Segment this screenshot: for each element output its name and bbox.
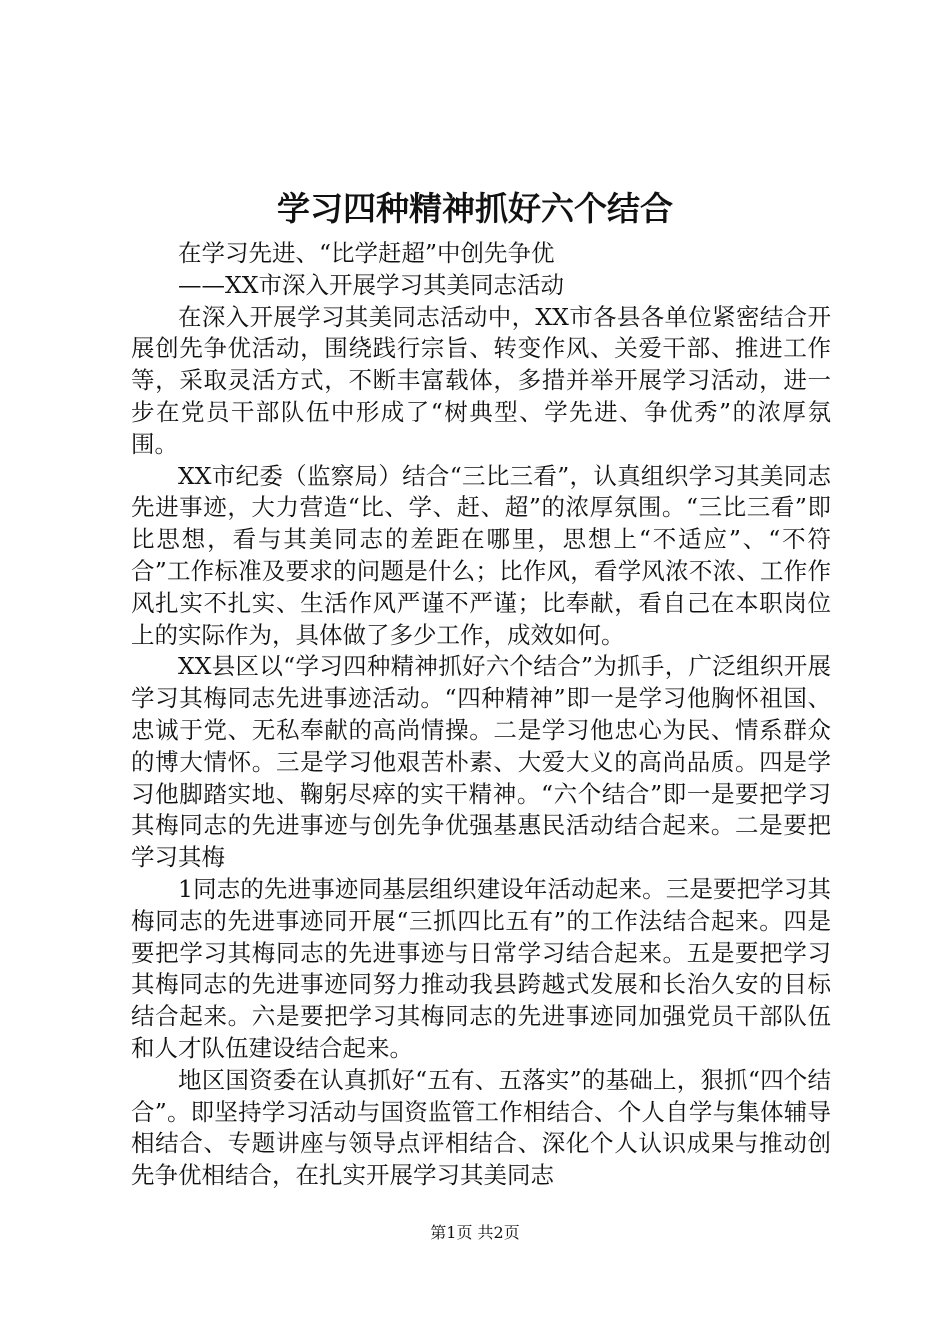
- page-footer: 第1页 共2页: [430, 1223, 520, 1242]
- document-body: [131, 238, 831, 1192]
- paragraph-3: XX县区以“学习四种精神抓好六个结合”为抓手，广泛组织开展学习其梅同志先进事迹活动。“四种精神”即一是学习他胸怀祖国、忠诚于党、无私奉献的高尚情操。二是学习他忠心为民、情系群众的博大情怀。三是学习他艰苦朴素、大爱大义的高尚品质。四是学习他脚踏实地、鞠躬尽瘁的实干精神。“六个结合”即一是要把学习其梅同志的先进事迹与创先争优强基惠民活动结合起来。二是要把学习其梅: [131, 652, 831, 872]
- paragraph-2: XX市纪委（监察局）结合“三比三看”，认真组织学习其美同志先进事迹，大力营造“比、学、赶、超”的浓厚氛围。“三比三看”即比思想，看与其美同志的差距在哪里，思想上“不适应”、“不符合”工作标准及要求的问题是什么；比作风，看学风浓不浓、工作作风扎实不扎实、生活作风严谨不严谨；比奉献，看自己在本职岗位上的实际作为，具体做了多少工作，成效如何。: [131, 461, 831, 649]
- paragraph-1: 在深入开展学习其美同志活动中，XX市各县各单位紧密结合开展创先争优活动，围绕践行宗旨、转变作风、关爱干部、推进工作等，采取灵活方式，不断丰富载体，多措并举开展学习活动，进一步在党员干部队伍中形成了“树典型、学先进、争优秀”的浓厚氛围。: [131, 302, 831, 458]
- document-title: 学习四种精神抓好六个结合: [277, 189, 673, 228]
- subtitle-line-2: ——XX市深入开展学习其美同志活动: [178, 270, 564, 299]
- subtitle-line-1: 在学习先进、“比学赶超”中创先争优: [178, 239, 555, 267]
- paragraph-5: 地区国资委在认真抓好“五有、五落实”的基础上，狠抓“四个结合”。即坚持学习活动与国资监管工作相结合、个人自学与集体辅导相结合、专题讲座与领导点评相结合、深化个人认识成果与推动创先争优相结合，在扎实开展学习其美同志: [131, 1065, 831, 1190]
- paragraph-4: 1同志的先进事迹同基层组织建设年活动起来。三是要把学习其梅同志的先进事迹同开展“三抓四比五有”的工作法结合起来。四是要把学习其梅同志的先进事迹与日常学习结合起来。五是要把学习其梅同志的先进事迹同努力推动我县跨越式发展和长治久安的目标结合起来。六是要把学习其梅同志的先进事迹同加强党员干部队伍和人才队伍建设结合起来。: [131, 874, 831, 1062]
